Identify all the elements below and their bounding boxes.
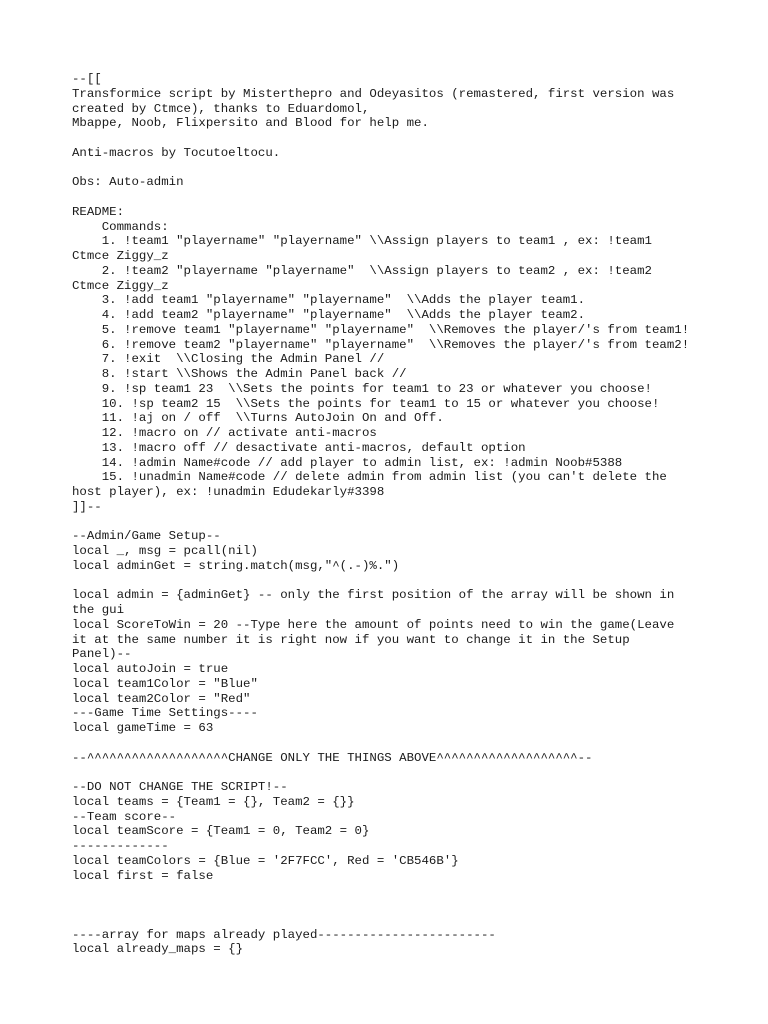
code-line: 2. !team2 "playername "playername" \\Assign players to team2 , ex: !team2 <box>72 263 652 278</box>
code-line: it at the same number it is right now if you want to change it in the Setup <box>72 632 630 647</box>
code-line: 6. !remove team2 "playername" "playername" \\Removes the player/'s from team2! <box>72 337 690 352</box>
code-line: 8. !start \\Shows the Admin Panel back // <box>72 367 407 381</box>
code-line: 1. !team1 "playername" "playername" \\Assign players to team1 , ex: !team1 <box>72 234 652 249</box>
code-line: local adminGet = string.match(msg,"^(.-)%.") <box>72 558 400 573</box>
code-line: --Team score-- <box>72 809 177 824</box>
blank-line <box>72 131 712 146</box>
code-line: created by Ctmce), thanks to Eduardomol, <box>72 101 370 116</box>
code-line: the gui <box>72 603 125 617</box>
code-line: local first = false <box>72 868 214 883</box>
code-line: 14. !admin Name#code // add player to admin list, ex: !admin Noob#5388 <box>72 455 623 470</box>
code-line: local teamColors = {Blue = '2F7FCC', Red = 'CB546B'} <box>72 853 459 868</box>
code-line: local teams = {Team1 = {}, Team2 = {}} <box>72 794 355 809</box>
code-line: 4. !add team2 "playername" "playername" \\Adds the player team2. <box>72 308 586 322</box>
blank-line <box>72 190 712 205</box>
code-line: local ScoreToWin = 20 --Type here the amount of points need to win the game(Leave <box>72 617 675 632</box>
code-line: 13. !macro off // desactivate anti-macros, default option <box>72 440 526 455</box>
code-line: Anti-macros by Tocutoeltocu. <box>72 145 281 160</box>
blank-line <box>72 161 712 176</box>
code-line: ]]-- <box>72 499 102 514</box>
code-line: host player), ex: !unadmin Edudekarly#3398 <box>72 485 385 499</box>
code-line: Commands: <box>72 219 169 234</box>
code-line: local autoJoin = true <box>72 662 229 676</box>
code-line: local team2Color = "Red" <box>72 691 251 706</box>
code-line: ---Game Time Settings---- <box>72 706 258 721</box>
code-line: 5. !remove team1 "playername" "playername" \\Removes the player/'s from team1! <box>72 322 690 337</box>
code-line: Transformice script by Misterthepro and Odeyasitos (remastered, first version was <box>72 86 675 101</box>
blank-line <box>72 883 712 898</box>
code-line: 15. !unadmin Name#code // delete admin from admin list (you can't delete the <box>72 470 667 485</box>
code-line: Panel)-- <box>72 647 132 662</box>
code-line: local _, msg = pcall(nil) <box>72 544 258 558</box>
code-line: local gameTime = 63 <box>72 721 214 735</box>
code-line: 9. !sp team1 23 \\Sets the points for team1 to 23 or whatever you choose! <box>72 381 652 396</box>
code-line: local teamScore = {Team1 = 0, Team2 = 0} <box>72 824 370 839</box>
blank-line <box>72 765 712 780</box>
code-line: Mbappe, Noob, Flixpersito and Blood for help me. <box>72 116 429 131</box>
code-line: 11. !aj on / off \\Turns AutoJoin On and Off. <box>72 411 444 426</box>
code-line: local already_maps = {} <box>72 942 244 957</box>
code-line: --[[ <box>72 72 102 86</box>
blank-line <box>72 898 712 913</box>
code-line: --^^^^^^^^^^^^^^^^^^^CHANGE ONLY THE THINGS ABOVE^^^^^^^^^^^^^^^^^^^-- <box>72 750 593 765</box>
code-line: local team1Color = "Blue" <box>72 676 258 691</box>
blank-line <box>72 736 712 751</box>
code-line: local admin = {adminGet} -- only the first position of the array will be shown in <box>72 588 675 603</box>
code-line: ----array for maps already played------------------------ <box>72 927 496 942</box>
code-line: 3. !add team1 "playername" "playername" \\Adds the player team1. <box>72 293 586 308</box>
code-line: Ctmce Ziggy_z <box>72 278 169 293</box>
code-line: ------------- <box>72 839 169 853</box>
code-line: Ctmce Ziggy_z <box>72 249 169 263</box>
code-line: 12. !macro on // activate anti-macros <box>72 426 377 440</box>
code-line: README: <box>72 204 125 219</box>
code-line: 7. !exit \\Closing the Admin Panel // <box>72 352 385 367</box>
script-text <box>72 72 712 957</box>
blank-line <box>72 574 712 589</box>
blank-line <box>72 515 712 530</box>
code-line: --Admin/Game Setup-- <box>72 529 221 544</box>
code-line: 10. !sp team2 15 \\Sets the points for team1 to 15 or whatever you choose! <box>72 396 660 411</box>
code-line: Obs: Auto-admin <box>72 175 184 190</box>
blank-line <box>72 913 712 928</box>
code-line: --DO NOT CHANGE THE SCRIPT!-- <box>72 780 288 794</box>
